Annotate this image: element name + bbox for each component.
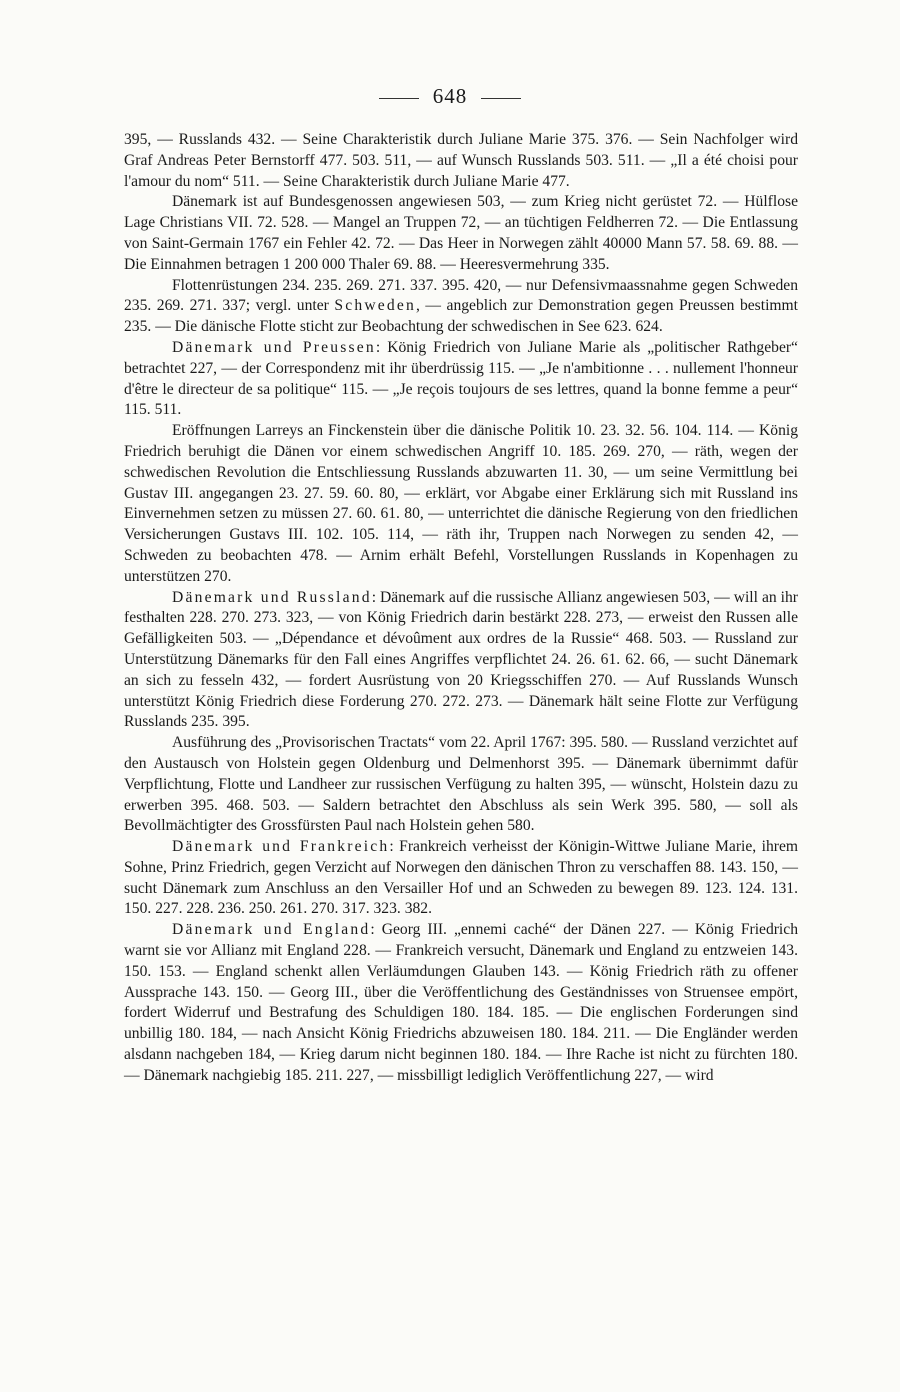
- spaced-heading: Dänemark und England: [172, 921, 371, 939]
- paragraph-text: Dänemark ist auf Bundesgenossen angewiesen 503, — zum Krieg nicht gerüstet 72. — Hülflose Lage Christians VII. 72. 528. — Mangel an Truppen 72, — an tüchtigen Feldherren 72. — Die Entlassung von Saint-Germain 1767 ein Fehler 42. 72. — Das Heer in Norwegen zählt 40000 Mann 57. 58. 69. 88. — Die Einnahmen betragen 1 200 000 Thaler 69. 88. — Heeresvermehrung 335.: [124, 193, 798, 273]
- index-text-body: [124, 130, 798, 1087]
- paragraph-text: Eröffnungen Larreys an Finckenstein über die dänische Politik 10. 23. 32. 56. 104. 114. — König Friedrich beruhigt die Dänen vor einem schwedischen Angriff 10. 185. 269. 270, — räth, wegen der schwedischen Revolution die Entschliessung Russlands abzuwarten 11. 30, — um seine Vermittlung bei Gustav III. angegangen 23. 27. 59. 60. 80, — erklärt, vor Abgabe einer Erklärung sich mit Russland ins Einvernehmen setzen zu müssen 27. 60. 61. 80, — unterrichtet die dänische Regierung von den friedlichen Versicherungen Gustavs III. 102. 105. 114, — räth ihr, Truppen nach Norwegen zu senden 42, — Schweden zu beobachten 478. — Arnim erhält Befehl, Vorstellungen Russlands in Kopenhagen zu unterstützen 270.: [124, 422, 798, 585]
- paragraph-text: : Frankreich verheisst der Königin-Wittwe Juliane Marie, ihrem Sohne, Prinz Friedrich, gegen Verzicht auf Norwegen den dänischen Thron zu verschaffen 88. 143. 150, — sucht Dänemark zum Anschluss an den Versailler Hof und an Schweden zu bewegen 89. 123. 124. 131. 150. 227. 228. 236. 250. 261. 270. 317. 323. 382.: [124, 838, 798, 918]
- index-paragraph: [124, 192, 798, 275]
- paragraph-text: , — angeblich zur Demonstration gegen Preussen bestimmt 235. — Die dänische Flotte sticht zur Beobachtung der schwedischen in See 623. 624.: [124, 297, 798, 336]
- index-paragraph: [124, 130, 798, 192]
- page-header: [0, 84, 900, 109]
- paragraph-text: 395, — Russlands 432. — Seine Charakteristik durch Juliane Marie 375. 376. — Sein Nachfolger wird Graf Andreas Peter Bernstorff 477. 503. 511, — auf Wunsch Russlands 503. 511. — „Il a été choisi pour l'amour du nom“ 511. — Seine Charakteristik durch Juliane Marie 477.: [124, 131, 798, 190]
- paragraph-text: Ausführung des „Provisorischen Tractats“ vom 22. April 1767: 395. 580. — Russland verzichtet auf den Austausch von Holstein gegen Oldenburg und Delmenhorst 395. — Dänemark übernimmt dafür Verpflichtung, Flotte und Landheer zur russischen Verfügung zu halten 395, — wünscht, Holstein dazu zu erwerben 395. 468. 503. — Saldern betrachtet den Abschluss als sein Werk 395. 580, — soll als Bevollmächtigter des Grossfürsten Paul nach Holstein gehen 580.: [124, 734, 798, 835]
- spaced-heading: Schweden: [334, 297, 417, 315]
- paragraph-text: : Dänemark auf die russische Allianz angewiesen 503, — will an ihr festhalten 228. 270. 273. 323, — von König Friedrich darin bestärkt 228. 273, — erweist den Russen alle Gefälligkeiten 503. — „Dépendance et dévoûment aux ordres de la Russie“ 468. 503. — Russland zur Unterstützung Dänemarks für den Fall eines Angriffes verpflichtet 24. 26. 61. 62. 66, — sucht Dänemark an sich zu fesseln 432, — fordert Ausrüstung von 20 Kriegsschiffen 270. — Auf Russlands Wunsch unterstützt König Friedrich diese Forderung 270. 272. 273. — Dänemark hält seine Flotte zur Verfügung Russlands 235. 395.: [124, 588, 798, 731]
- spaced-heading: Dänemark und Russland: [172, 588, 372, 606]
- index-paragraph: [124, 421, 798, 587]
- index-paragraph: [124, 588, 798, 734]
- paragraph-text: : Georg III. „ennemi caché“ der Dänen 227. — König Friedrich warnt sie vor Allianz mit England 228. — Frankreich versucht, Dänemark und England zu entzweien 143. 150. 153. — England schenkt allen Verläumdungen Glauben 143. — König Friedrich räth zu offener Aussprache 143. 150. — Georg III., über die Veröffentlichung des Geständnisses von Struensee empört, fordert Widerruf und Bestrafung des Schuldigen 180. 184. 185. — Die englischen Forderungen sind unbillig 180. 184, — nach Ansicht König Friedrichs abzuweisen 180. 184. 211. — Die Engländer werden alsdann nachgeben 184, — Krieg darum nicht beginnen 180. 184. — Ihre Rache ist nicht zu fürchten 180. — Dänemark nachgiebig 185. 211. 227, — missbilligt lediglich Veröffentlichung 227, — wird: [124, 921, 798, 1084]
- header-rule-right: [481, 98, 521, 99]
- header-rule-left: [379, 98, 419, 99]
- page-number: 648: [432, 84, 468, 108]
- paragraph-text: Flottenrüstungen 234. 235. 269. 271. 337. 395. 420, — nur Defensivmaassnahme gegen Schweden 235. 269. 271. 337; vergl. unter: [124, 276, 798, 315]
- index-paragraph: [124, 920, 798, 1086]
- spaced-heading: Dänemark und Frankreich: [172, 838, 390, 856]
- index-paragraph: [124, 338, 798, 421]
- index-paragraph: [124, 837, 798, 920]
- paragraph-text: : König Friedrich von Juliane Marie als „politischer Rathgeber“ betrachtet 227, — der Correspondenz mit ihr überdrüssig 115. — „Je n'ambitionne . . . nullement l'honneur d'être le directeur de sa politique“ 115. — „Je reçois toujours de ses lettres, quand la bonne femme a peur“ 115. 511.: [124, 338, 798, 419]
- spaced-heading: Dänemark und Preussen: [172, 338, 376, 356]
- index-paragraph: [124, 733, 798, 837]
- index-paragraph: [124, 276, 798, 338]
